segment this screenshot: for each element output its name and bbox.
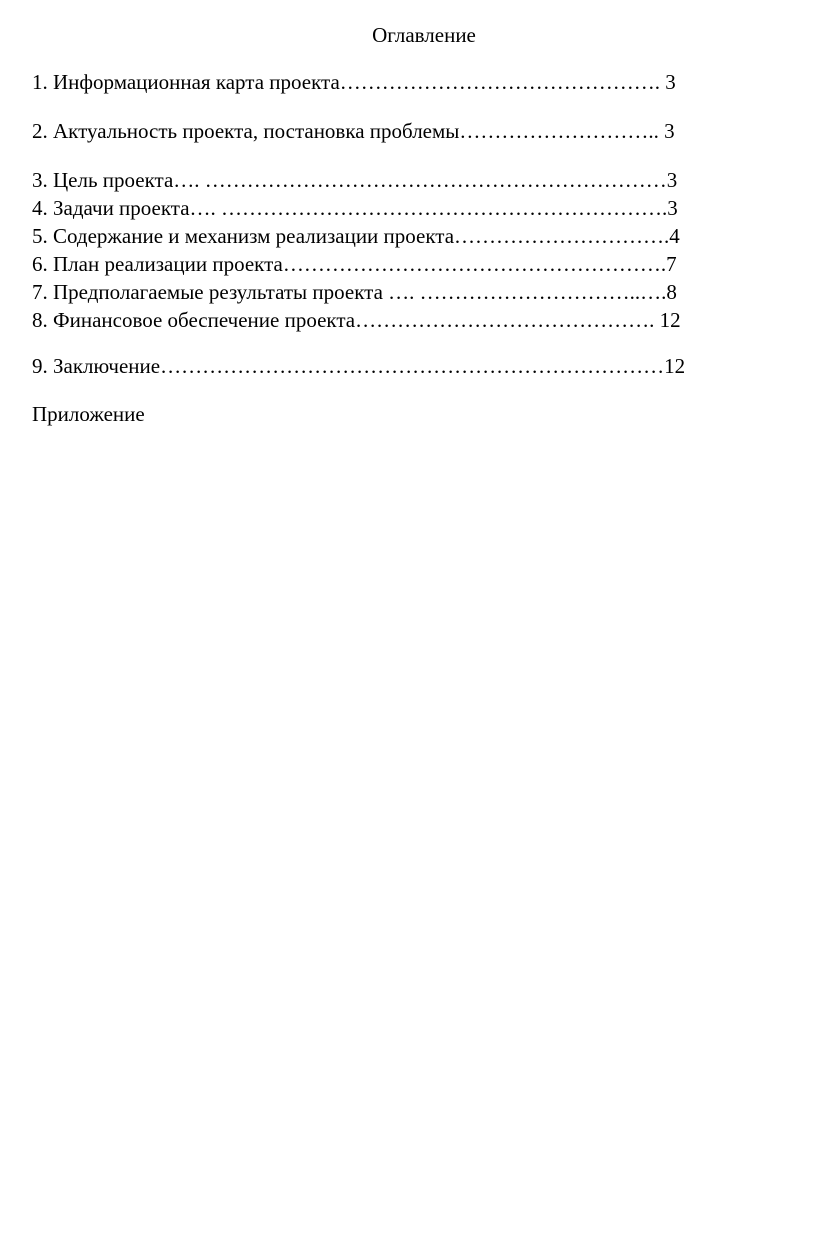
toc-entry-8: 8. Финансовое обеспечение проекта……………………………………. 12 — [32, 308, 681, 332]
toc-entry-7: 7. Предполагаемые результаты проекта …. …………………………..….8 — [32, 280, 677, 304]
toc-entry-5: 5. Содержание и механизм реализации проекта………………………….4 — [32, 224, 680, 248]
toc-entry-6: 6. План реализации проекта……………………………………………….7 — [32, 252, 677, 276]
toc-entry-9: 9. Заключение………………………………………………………………12 — [32, 354, 686, 378]
toc-entry-2: 2. Актуальность проекта, постановка проблемы……………………….. 3 — [32, 119, 675, 143]
toc-entry-3: 3. Цель проекта…. …………………………………………………………3 — [32, 168, 678, 192]
toc-entry-4: 4. Задачи проекта…. ……………………………………………………….3 — [32, 196, 678, 220]
toc-entry-1: 1. Информационная карта проекта………………………………………. 3 — [32, 70, 676, 94]
toc-entry-appendix: Приложение — [32, 402, 145, 426]
page-title: Оглавление — [372, 23, 476, 47]
